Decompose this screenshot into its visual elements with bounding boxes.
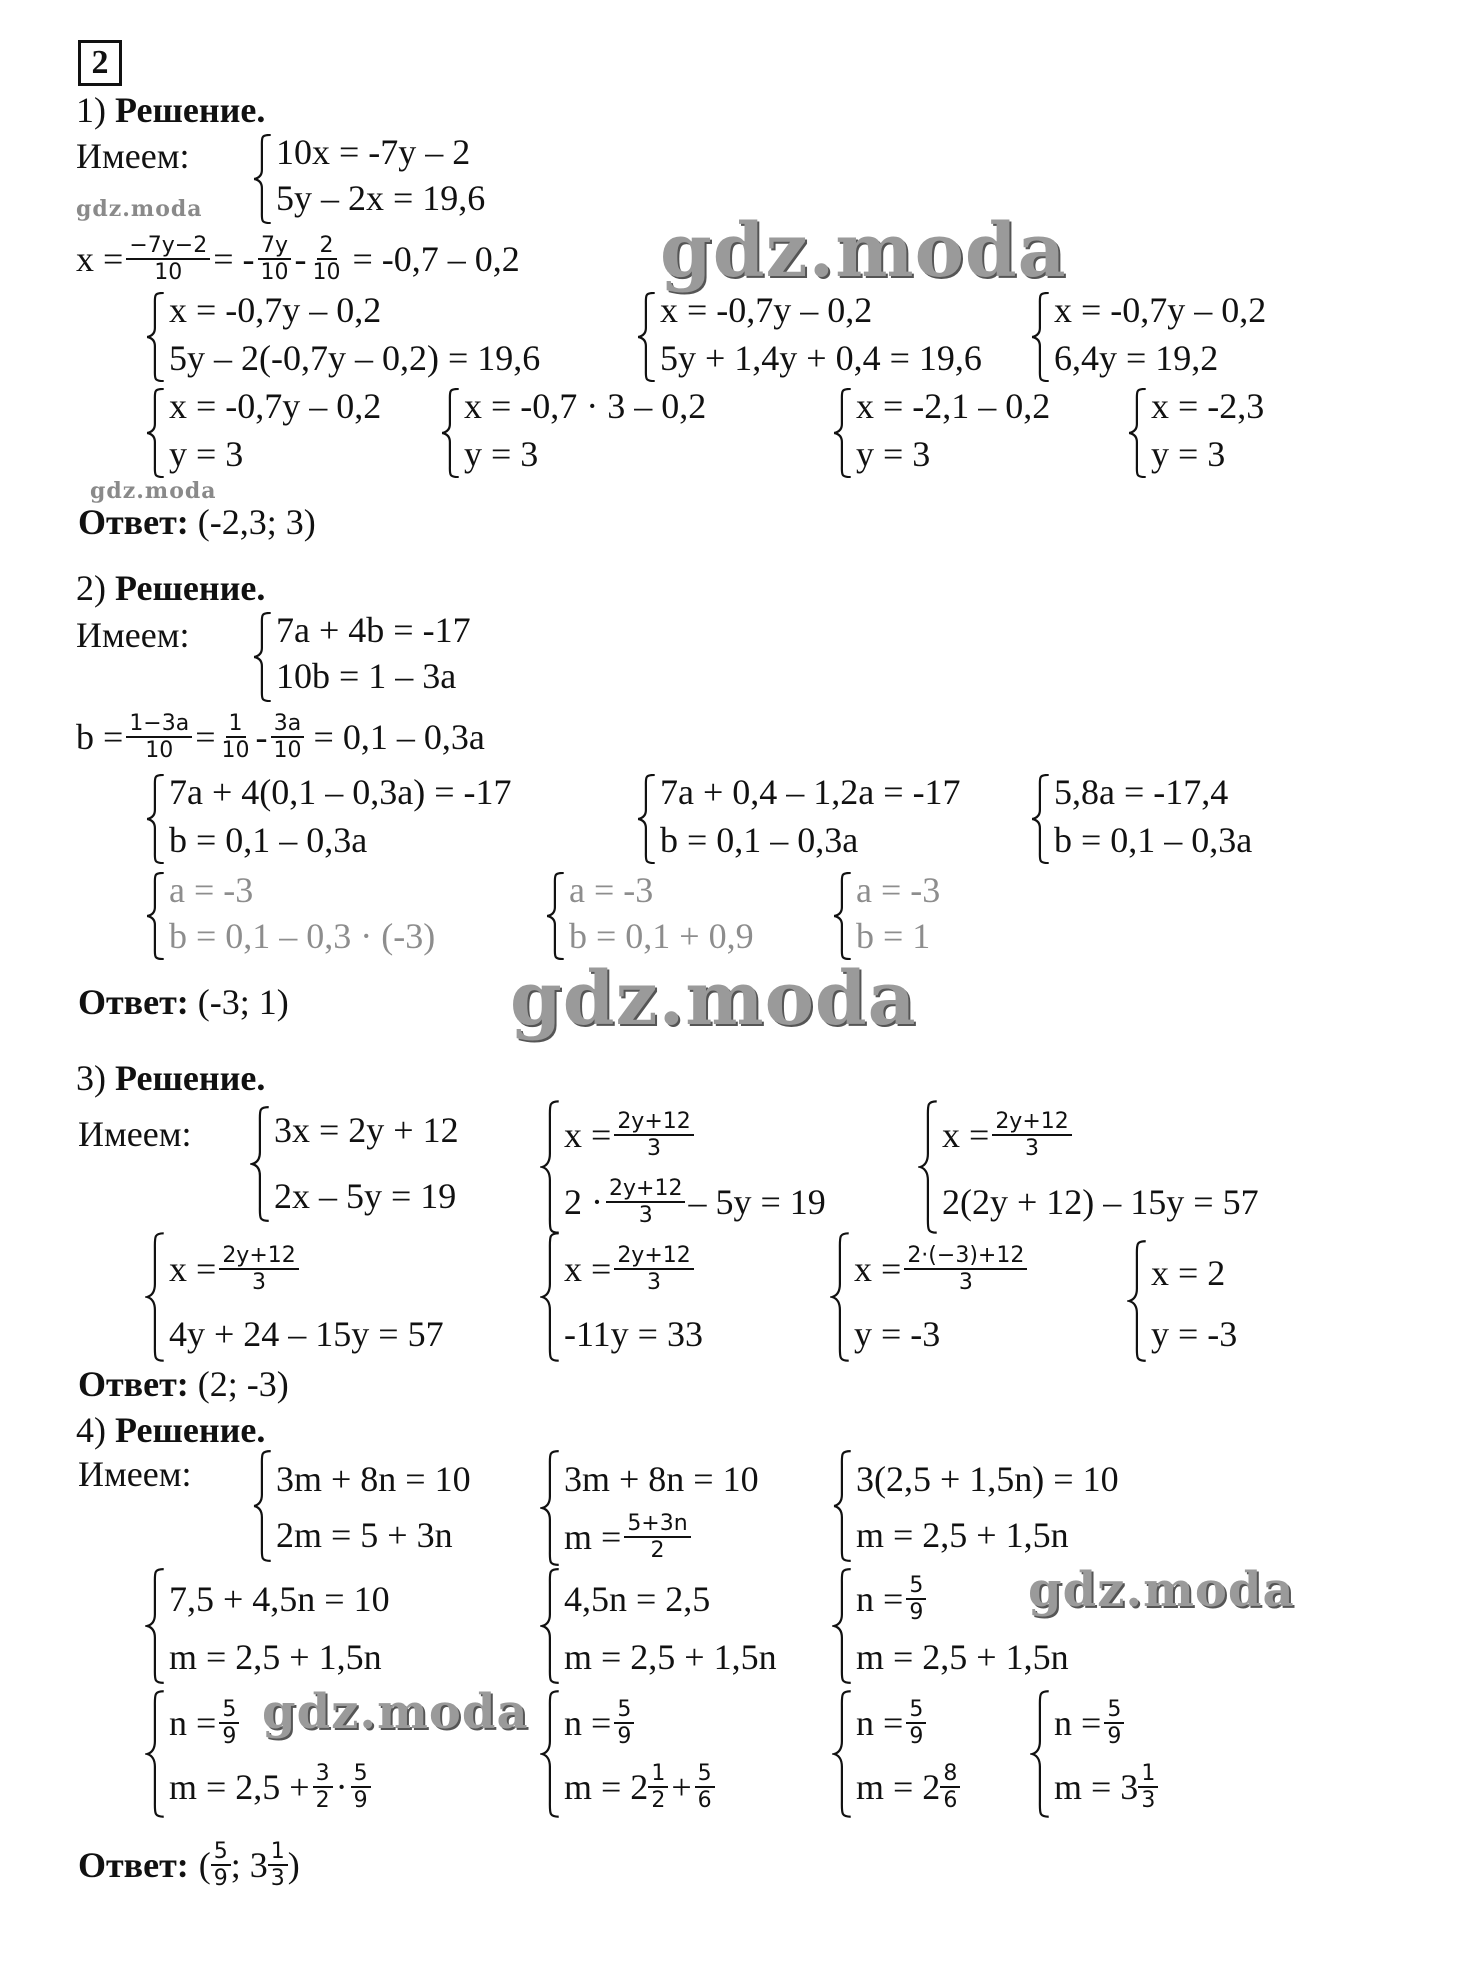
part2-number: 2) [76, 568, 106, 608]
equation: m = 2,5 + 1,5n [564, 1637, 777, 1677]
fraction: $\frac{2y+12}{3}$ [614, 1244, 693, 1294]
part4-step2 [832, 1450, 1119, 1562]
equation: x = -0,7y – 0,2 [169, 290, 382, 330]
part2-step2 [636, 774, 961, 864]
part3-step5 [830, 1232, 1030, 1362]
expr-eq: = - [213, 239, 255, 280]
equation: x = -2,1 – 0,2 [856, 386, 1051, 426]
left-brace-icon [540, 1690, 562, 1818]
fraction: $\frac{2y+12}{3}$ [614, 1110, 693, 1160]
equation: x = -0,7y – 0,2 [660, 290, 873, 330]
part2-expression [76, 712, 485, 762]
expr-lhs: x = [76, 239, 124, 280]
part4-step1 [540, 1450, 759, 1566]
part1-number: 1) [76, 90, 106, 130]
equation: 4y + 24 – 15y = 57 [169, 1314, 444, 1354]
fraction: $\frac{2}{10}$ [312, 233, 341, 286]
fraction: $\frac{1}{10}$ [221, 711, 250, 764]
expr-lhs: b = [76, 717, 124, 758]
equation: 7a + 4b = -17 [276, 610, 471, 650]
part1-heading [76, 92, 265, 128]
part1-have-label: Имеем: [76, 136, 190, 176]
fraction: $\frac{3}{2}$ [313, 1762, 333, 1812]
fraction: $\frac{5}{9}$ [906, 1698, 926, 1748]
left-brace-icon [1127, 1240, 1149, 1362]
part2-answer [78, 984, 289, 1020]
equation: n = $\frac{5}{9}$ [1054, 1690, 1161, 1756]
part4-answer [78, 1840, 300, 1890]
equation: 3m + 8n = 10 [564, 1459, 759, 1499]
left-brace-icon [145, 1690, 167, 1818]
equation: x = -0,7 · 3 – 0,2 [464, 386, 707, 426]
equation: 3(2,5 + 1,5n) = 10 [856, 1459, 1119, 1499]
expr-minus: - [294, 239, 307, 280]
left-brace-icon [1127, 388, 1149, 478]
equation: 10b = 1 – 3a [276, 656, 457, 696]
expr-minus: - [255, 717, 268, 758]
left-brace-icon [540, 1232, 562, 1362]
fraction: $\frac{5}{9}$ [219, 1698, 239, 1748]
equation: b = 0,1 – 0,3 · (-3) [169, 916, 436, 956]
left-brace-icon [918, 1100, 940, 1234]
part1-solution-label: Решение. [115, 90, 266, 130]
answer-paren: ( [198, 1845, 211, 1886]
fraction: $\frac{5}{9}$ [351, 1762, 371, 1812]
equation: a = -3 [856, 870, 941, 910]
equation: 4,5n = 2,5 [564, 1579, 711, 1619]
equation: x = -0,7y – 0,2 [1054, 290, 1267, 330]
equation: b = 0,1 + 0,9 [569, 916, 754, 956]
left-brace-icon [440, 388, 462, 478]
equation: y = 3 [1151, 434, 1226, 474]
fraction: $\frac{5}{9}$ [614, 1698, 634, 1748]
part3-answer [78, 1366, 289, 1402]
part1-step2 [636, 292, 982, 382]
fraction: $\frac{2y+12}{3}$ [606, 1177, 685, 1227]
fraction: $\frac{5}{9}$ [906, 1574, 926, 1624]
equation: 3x = 2y + 12 [274, 1110, 459, 1150]
part4-heading [76, 1412, 265, 1448]
equation: m = 2 $\frac{1}{2}$ + $\frac{5}{6}$ [564, 1756, 718, 1818]
equation: x = $\frac{2y+12}{3}$ [564, 1100, 826, 1170]
part2-solution-label: Решение. [115, 568, 266, 608]
part2-step6 [832, 872, 940, 960]
part3-solution-label: Решение. [115, 1058, 266, 1098]
equation: x = $\frac{2y+12}{3}$ [169, 1232, 444, 1306]
fraction: $\frac{2\cdot(-3)+12}{3}$ [904, 1244, 1027, 1294]
equation: 7a + 4(0,1 – 0,3a) = -17 [169, 772, 512, 812]
fraction: $\frac{1}{3}$ [1138, 1762, 1158, 1812]
left-brace-icon [832, 1450, 854, 1562]
equation: n = $\frac{5}{9}$ [856, 1568, 1069, 1630]
left-brace-icon [145, 774, 167, 864]
part1-expression [76, 234, 520, 284]
part2-step5 [545, 872, 754, 960]
left-brace-icon [540, 1450, 562, 1566]
fraction: $\frac{8}{6}$ [940, 1762, 960, 1812]
left-brace-icon [250, 1106, 272, 1222]
part3-number: 3) [76, 1058, 106, 1098]
equation: 3m + 8n = 10 [276, 1459, 471, 1499]
equation: 7a + 0,4 – 1,2a = -17 [660, 772, 961, 812]
expr-rest: = -0,7 – 0,2 [352, 239, 520, 280]
equation: m = 2,5 + 1,5n [169, 1637, 382, 1677]
equation: y = 3 [169, 434, 244, 474]
part2-given-system [252, 612, 471, 702]
part2-step1 [145, 774, 512, 864]
fraction: $\frac{1}{2}$ [648, 1762, 668, 1812]
fraction: $\frac{5}{9}$ [211, 1840, 231, 1890]
answer-separator: ; 3 [230, 1845, 268, 1886]
fraction: $\frac{1-3a}{10}$ [126, 712, 192, 762]
part2-have-label: Имеем: [76, 615, 190, 655]
equation: 5y – 2(-0,7y – 0,2) = 19,6 [169, 338, 541, 378]
left-brace-icon [145, 1568, 167, 1684]
equation: a = -3 [569, 870, 654, 910]
part4-step8 [832, 1690, 963, 1818]
part1-step7 [1127, 388, 1264, 478]
part1-step6 [832, 388, 1050, 478]
equation: m = 3 $\frac{1}{3}$ [1054, 1756, 1161, 1818]
part1-step3 [1030, 292, 1266, 382]
equation: b = 1 [856, 916, 931, 956]
equation: m = 2,5 + 1,5n [856, 1515, 1069, 1555]
answer-value: (-3; 1) [197, 982, 289, 1022]
expr-rest: = 0,1 – 0,3a [313, 717, 485, 758]
part4-solution-label: Решение. [115, 1410, 266, 1450]
part1-given-system [252, 134, 485, 224]
left-brace-icon [1030, 774, 1052, 864]
expr-eq: = [195, 717, 216, 758]
left-brace-icon [252, 1450, 274, 1562]
part3-step4 [540, 1232, 703, 1362]
equation: b = 0,1 – 0,3a [660, 820, 859, 860]
watermark: gdz.moda [76, 196, 203, 222]
equation: b = 0,1 – 0,3a [1054, 820, 1253, 860]
part4-step3 [145, 1568, 390, 1684]
fraction: $\frac{7y}{10}$ [258, 234, 292, 284]
equation: y = -3 [1151, 1314, 1238, 1354]
equation: m = 2,5 + 1,5n [856, 1637, 1069, 1677]
left-brace-icon [832, 872, 854, 960]
fraction: $\frac{1}{3}$ [268, 1840, 288, 1890]
part4-have-label: Имеем: [78, 1454, 192, 1494]
left-brace-icon [252, 134, 274, 224]
equation: 5y + 1,4y + 0,4 = 19,6 [660, 338, 982, 378]
equation: x = -2,3 [1151, 386, 1265, 426]
part4-step4 [540, 1568, 777, 1684]
left-brace-icon [545, 872, 567, 960]
part3-have-label: Имеем: [78, 1114, 192, 1154]
answer-paren: ) [287, 1845, 300, 1886]
equation: 2m = 5 + 3n [276, 1515, 453, 1555]
answer-value: (2; -3) [197, 1364, 289, 1404]
left-brace-icon [540, 1568, 562, 1684]
equation: y = -3 [854, 1314, 941, 1354]
part1-step1 [145, 292, 540, 382]
fraction: $\frac{5}{9}$ [1104, 1698, 1124, 1748]
part3-given-system [250, 1106, 459, 1222]
left-brace-icon [832, 1568, 854, 1684]
equation: n = $\frac{5}{9}$ [564, 1690, 718, 1756]
left-brace-icon [540, 1100, 562, 1234]
equation: 5y – 2x = 19,6 [276, 178, 486, 218]
fraction: $\frac{5}{6}$ [695, 1762, 715, 1812]
equation: x = 2 [1151, 1253, 1226, 1293]
part4-number: 4) [76, 1410, 106, 1450]
left-brace-icon [832, 388, 854, 478]
fraction: $\frac{2y+12}{3}$ [992, 1110, 1071, 1160]
fraction: $\frac{2y+12}{3}$ [219, 1244, 298, 1294]
equation: 6,4y = 19,2 [1054, 338, 1219, 378]
part3-step3 [145, 1232, 444, 1362]
part1-step5 [440, 388, 706, 478]
left-brace-icon [1030, 292, 1052, 382]
equation: x = $\frac{2\cdot(-3)+12}{3}$ [854, 1232, 1030, 1306]
equation: y = 3 [464, 434, 539, 474]
part4-given-system [252, 1450, 471, 1562]
equation: 2x – 5y = 19 [274, 1176, 457, 1216]
part1-step4 [145, 388, 381, 478]
equation: n = $\frac{5}{9}$ [169, 1690, 374, 1756]
part4-step7 [540, 1690, 718, 1818]
equation: 10x = -7y – 2 [276, 132, 471, 172]
watermark: gdz.moda [262, 1684, 529, 1740]
left-brace-icon [252, 612, 274, 702]
fraction: $\frac{5+3n}{2}$ [624, 1512, 690, 1562]
watermark: gdz.moda [660, 208, 1067, 294]
equation: 5,8a = -17,4 [1054, 772, 1229, 812]
part1-answer [78, 504, 316, 540]
equation: 7,5 + 4,5n = 10 [169, 1579, 390, 1619]
answer-value: (-2,3; 3) [197, 502, 316, 542]
equation: 2 · $\frac{2y+12}{3}$ – 5y = 19 [564, 1175, 826, 1228]
left-brace-icon [1030, 1690, 1052, 1818]
answer-label: Ответ: [78, 1845, 189, 1886]
watermark: gdz.moda [90, 478, 217, 504]
equation: x = -0,7y – 0,2 [169, 386, 382, 426]
left-brace-icon [636, 774, 658, 864]
equation: b = 0,1 – 0,3a [169, 820, 368, 860]
part4-step9 [1030, 1690, 1161, 1818]
equation: x = $\frac{2y+12}{3}$ [564, 1232, 703, 1306]
left-brace-icon [145, 1232, 167, 1362]
left-brace-icon [145, 872, 167, 960]
equation: n = $\frac{5}{9}$ [856, 1690, 963, 1756]
equation: x = $\frac{2y+12}{3}$ [942, 1100, 1259, 1170]
equation: y = 3 [856, 434, 931, 474]
fraction: $\frac{-7y-2}{10}$ [126, 234, 210, 284]
part3-step1 [540, 1100, 826, 1234]
part3-heading [76, 1060, 265, 1096]
fraction: $\frac{3a}{10}$ [271, 712, 305, 762]
left-brace-icon [145, 292, 167, 382]
part3-step6 [1127, 1240, 1237, 1362]
left-brace-icon [832, 1690, 854, 1818]
equation: m = 2,5 + $\frac{3}{2}$ · $\frac{5}{9}$ [169, 1756, 374, 1818]
left-brace-icon [145, 388, 167, 478]
part2-step3 [1030, 774, 1252, 864]
answer-label: Ответ: [78, 1364, 189, 1404]
watermark: gdz.moda [510, 956, 917, 1042]
equation: -11y = 33 [564, 1314, 703, 1354]
equation: a = -3 [169, 870, 254, 910]
part2-step4 [145, 872, 435, 960]
answer-label: Ответ: [78, 502, 189, 542]
left-brace-icon [636, 292, 658, 382]
answer-label: Ответ: [78, 982, 189, 1022]
equation: m = 2 $\frac{8}{6}$ [856, 1756, 963, 1818]
equation: 2(2y + 12) – 15y = 57 [942, 1182, 1259, 1222]
watermark: gdz.moda [1028, 1562, 1295, 1618]
part2-heading [76, 570, 265, 606]
part3-step2 [918, 1100, 1259, 1234]
left-brace-icon [830, 1232, 852, 1362]
equation: m = $\frac{5+3n}{2}$ [564, 1508, 759, 1566]
task-number: 2 [78, 40, 122, 86]
